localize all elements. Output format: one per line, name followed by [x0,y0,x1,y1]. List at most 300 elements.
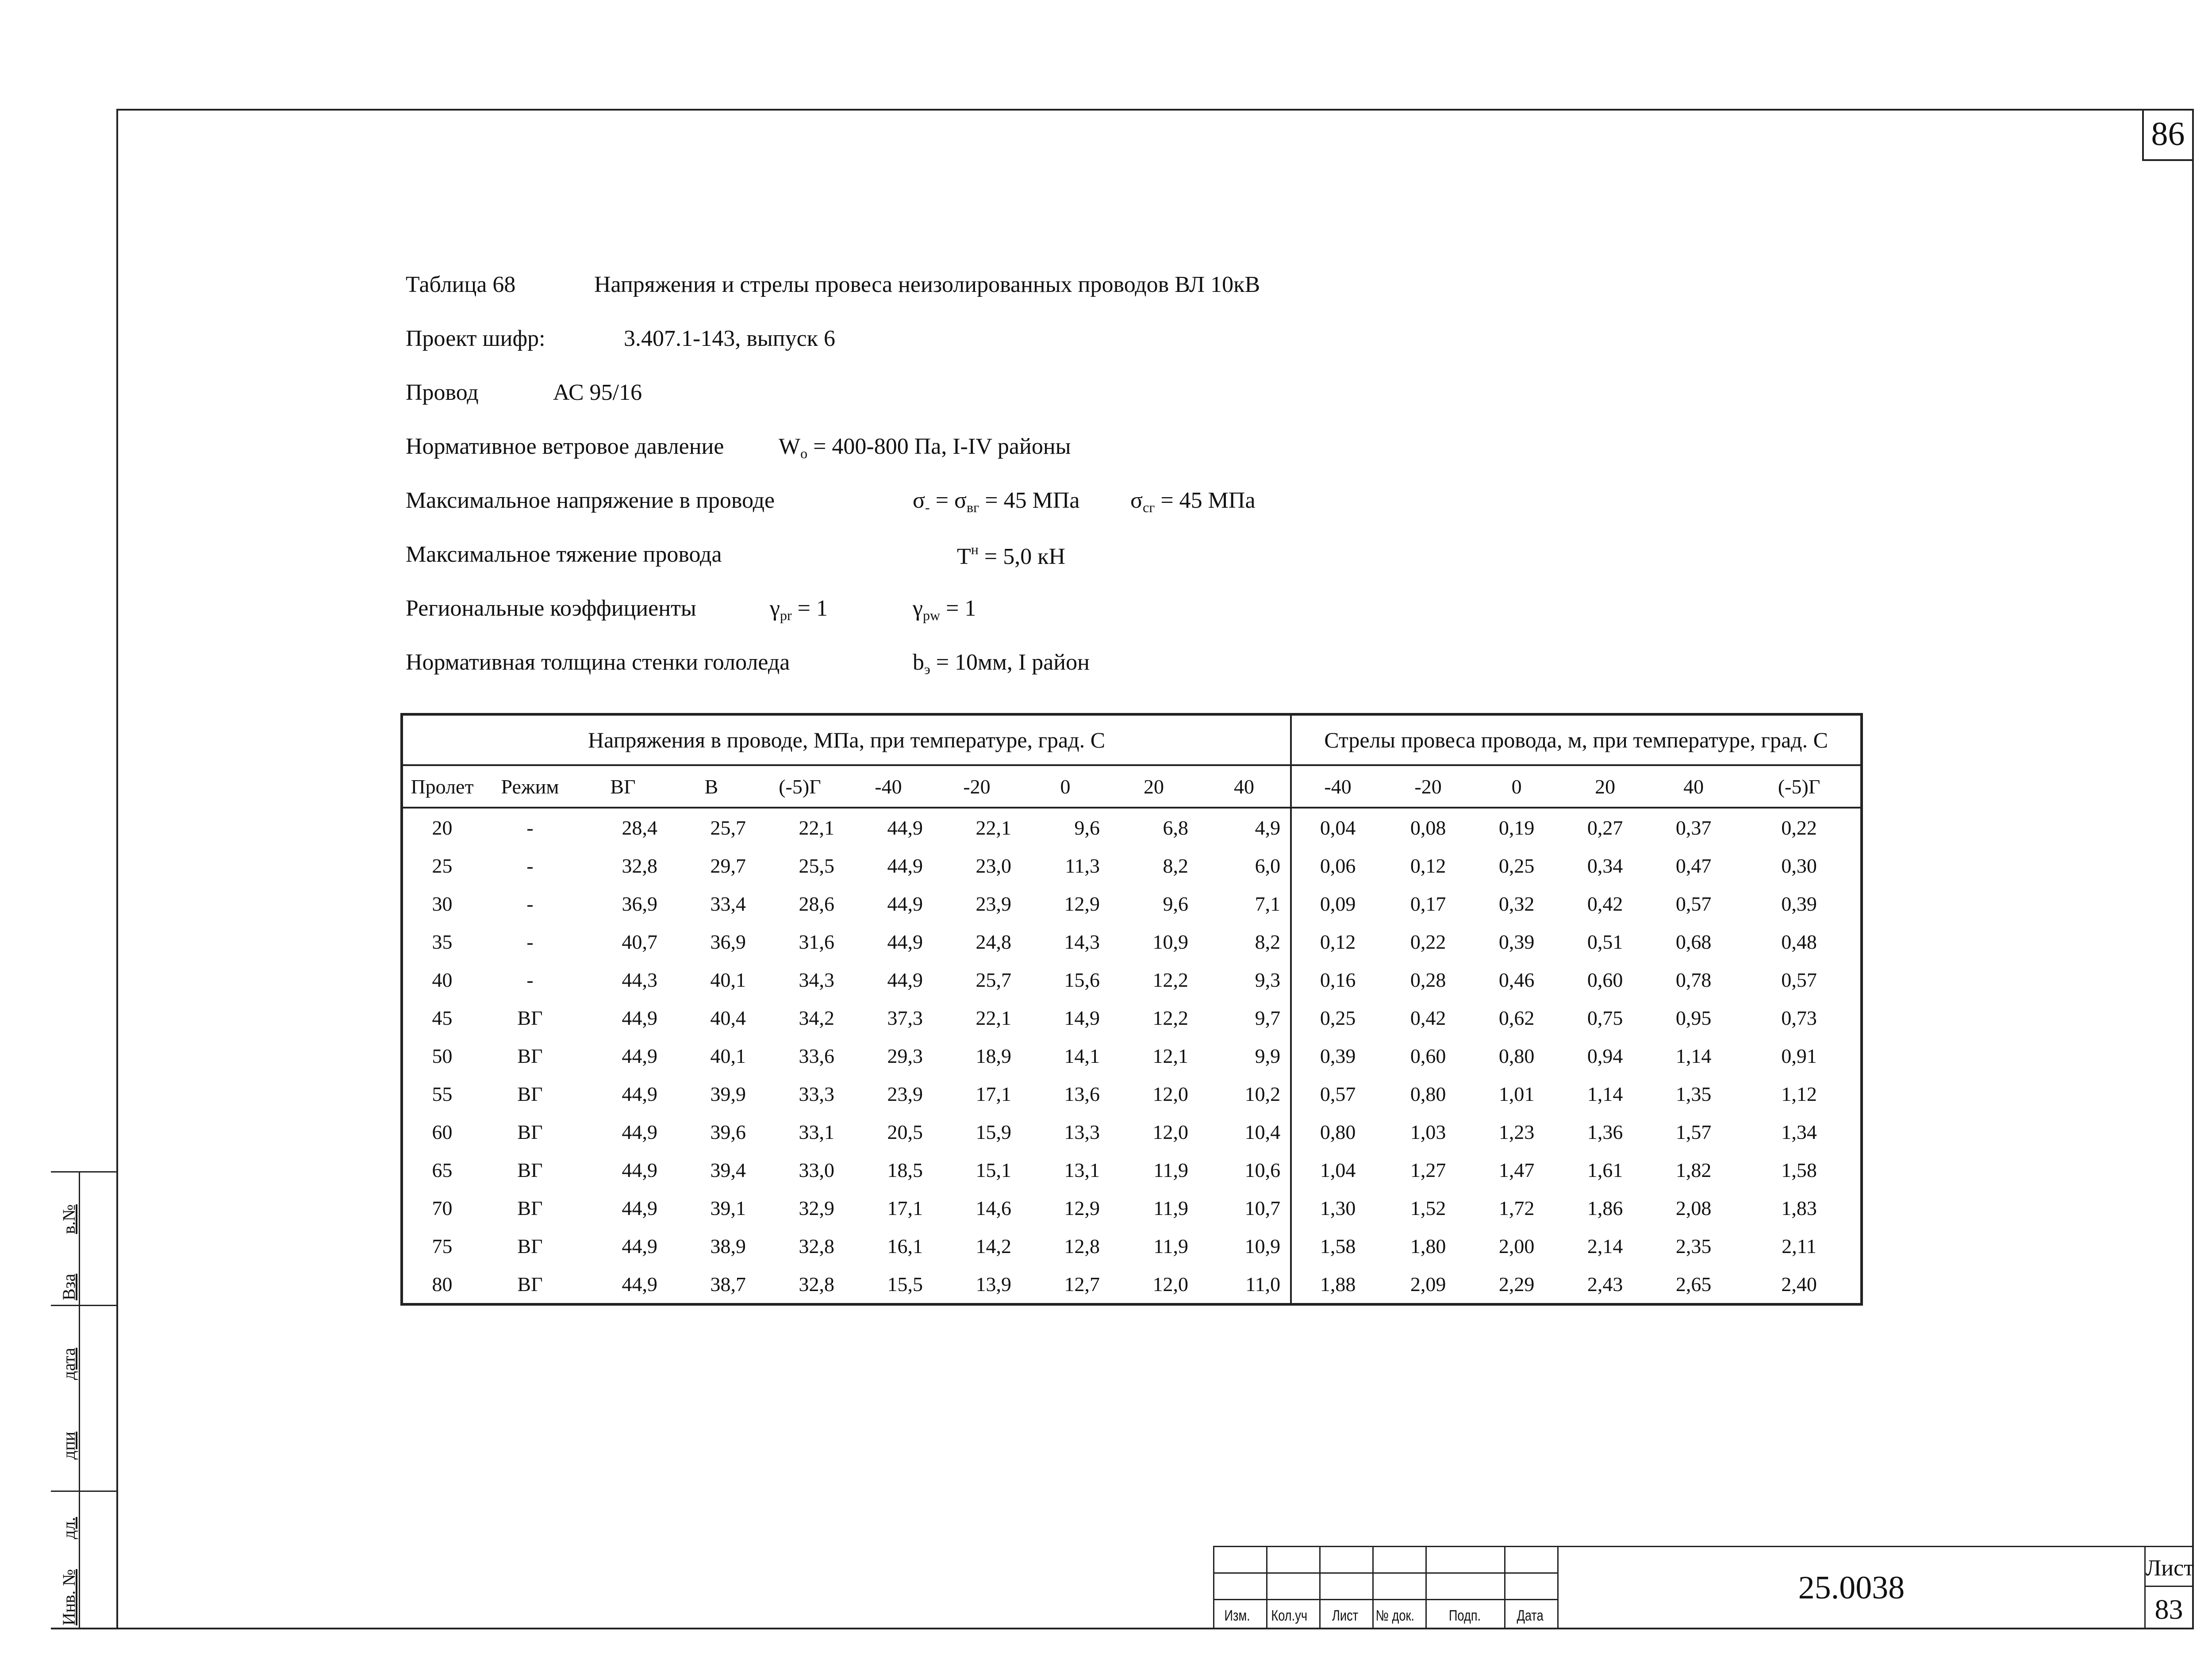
table-cell: 1,14 [1675,1044,1712,1067]
stamp-date: дата [59,1348,79,1380]
table-cell: 34,2 [799,1006,834,1029]
table-cell: - [526,968,534,991]
table-cell: 29,7 [710,854,746,877]
table-cell: 0,39 [1320,1044,1356,1067]
table-cell: 10,9 [1198,1227,1291,1265]
table-row [402,999,1862,1037]
tb-izm-cell [1213,1599,1266,1629]
project-value: 3.407.1-143, выпуск 6 [624,326,835,351]
table-cell: 0,42 [1410,1006,1446,1029]
stamp-divider [51,1305,116,1306]
table-cell: 23,0 [975,854,1011,877]
table-cell: 40 [432,968,453,991]
table-cell: 22,1 [975,1006,1011,1029]
table-row [402,1037,1862,1075]
table-cell: 0,08 [1410,816,1446,839]
table-cell: 2,09 [1410,1272,1446,1295]
table-label: Таблица 68 [406,272,516,297]
stress-sg-value: $\sigma_{сг} = 45$ МПа [1130,488,1256,515]
tb-list-label: Лист [1332,1607,1359,1624]
tb-grid-cell [1266,1572,1319,1599]
table-cell: 2,29 [1498,1272,1535,1295]
table-cell: 0,95 [1675,1006,1712,1029]
table-cell: 0,60 [1587,968,1623,991]
tb-koluch-label: Кол.уч [1271,1607,1307,1624]
group-header-stress: Напряжения в проводе, МПа, при температуре, град. С [402,714,1291,765]
table-cell: 1,83 [1781,1196,1817,1219]
title-block [1213,1546,2192,1629]
table-cell: 38,9 [710,1234,746,1257]
table-cell: 22,1 [975,816,1011,839]
table-cell: 50 [432,1044,453,1067]
col-header: 40 [1649,765,1738,808]
table-cell: 0,68 [1675,930,1712,953]
tb-izm-label: Изм. [1224,1607,1250,1624]
table-cell: 0,75 [1587,1006,1623,1029]
stamp-podl: дл. [59,1517,79,1539]
col-header: 40 [1198,765,1291,808]
table-cell: 33,6 [799,1044,834,1067]
table-cell: 24,8 [975,930,1011,953]
table-cell: 4,9 [1198,808,1291,847]
table-cell: 2,35 [1675,1234,1712,1257]
table-cell: 8,2 [1163,854,1188,877]
stamp-vzam: Вза [59,1273,79,1300]
table-cell: 0,16 [1320,968,1356,991]
table-cell: 0,48 [1781,930,1817,953]
table-cell: 12,9 [1064,1196,1100,1219]
table-cell: 39,1 [710,1196,746,1219]
table-cell: 0,57 [1781,968,1817,991]
table-cell: 44,9 [622,1120,657,1143]
table-cell: 18,9 [975,1044,1011,1067]
col-header: -40 [1291,765,1384,808]
wind-label: Нормативное ветровое давление [406,434,724,459]
table-cell: 55 [432,1082,453,1105]
table-cell: 12,7 [1064,1272,1100,1295]
stress-sag-table [400,713,1863,1306]
tb-grid-cell [1319,1546,1372,1572]
table-cell: 1,58 [1781,1158,1817,1181]
ice-value: $b_э = 10мм$, I район [913,650,1090,677]
table-cell: 23,9 [975,892,1011,915]
tb-koluch-cell [1266,1599,1319,1629]
table-cell: 25,7 [710,816,746,839]
table-cell: 1,35 [1675,1082,1712,1105]
table-cell: 12,0 [1152,1082,1188,1105]
table-cell: 0,34 [1587,854,1623,877]
table-cell: 16,1 [887,1234,923,1257]
coef-pw-value: $\gamma_{pw} = 1$ [913,596,976,623]
tb-grid-cell [1266,1546,1319,1572]
table-cell: ВГ [517,1044,543,1067]
col-header: -20 [933,765,1021,808]
table-cell: 0,39 [1781,892,1817,915]
table-cell: 10,4 [1198,1113,1291,1151]
table-cell: 25,5 [799,854,834,877]
table-cell: 44,9 [887,816,923,839]
table-cell: 0,12 [1320,930,1356,953]
table-cell: 0,30 [1781,854,1817,877]
table-cell: 44,3 [622,968,657,991]
table-cell: 1,86 [1587,1196,1623,1219]
table-cell: 0,46 [1498,968,1535,991]
stamp-divider [51,1171,116,1173]
group-header-sag: Стрелы провеса провода, м, при температуре, град. С [1291,714,1862,765]
frame-top-border [116,109,2194,111]
table-cell: 44,9 [622,1272,657,1295]
stamp-sign: дпи [59,1431,79,1460]
table-cell: ВГ [517,1196,543,1219]
tension-value: $T^н = 5,0$ кН [957,541,1066,569]
frame-right-border [2192,109,2194,1629]
table-cell: 2,43 [1587,1272,1623,1295]
table-cell: 8,2 [1198,923,1291,961]
table-cell: 0,73 [1781,1006,1817,1029]
col-header: Режим [481,765,579,808]
col-header: 20 [1110,765,1198,808]
table-cell: 0,09 [1320,892,1356,915]
table-cell: 0,42 [1587,892,1623,915]
table-cell: 2,14 [1587,1234,1623,1257]
table-cell: 33,1 [799,1120,834,1143]
stress-value-line: $\sigma_- = \sigma_{вг} = 45$ МПа [913,488,1080,515]
table-cell: 1,23 [1498,1120,1535,1143]
table-cell: 13,6 [1064,1082,1100,1105]
table-cell: 12,2 [1152,1006,1188,1029]
table-cell: 44,9 [887,930,923,953]
table-cell: 14,3 [1064,930,1100,953]
table-cell: 1,01 [1498,1082,1535,1105]
table-cell: ВГ [517,1120,543,1143]
table-cell: 0,28 [1410,968,1446,991]
table-cell: 1,61 [1587,1158,1623,1181]
table-cell: ВГ [517,1158,543,1181]
table-cell: 6,0 [1198,847,1291,885]
coef-pr-value: $\gamma_{pr} = 1$ [770,596,828,623]
table-cell: 1,58 [1320,1234,1356,1257]
table-cell: 0,80 [1320,1120,1356,1143]
tb-grid-cell [1213,1572,1266,1599]
page-number: 86 [2142,109,2192,161]
table-row [402,1151,1862,1189]
table-cell: 38,7 [710,1272,746,1295]
table-cell: 44,9 [887,854,923,877]
table-row [402,1265,1862,1304]
table-cell: 14,1 [1064,1044,1100,1067]
table-cell: 0,12 [1410,854,1446,877]
table-cell: 15,9 [975,1120,1011,1143]
table-cell: 0,78 [1675,968,1712,991]
table-cell: 0,19 [1498,816,1535,839]
table-title: Напряжения и стрелы провеса неизолированных проводов ВЛ 10кВ [594,272,1260,297]
table-cell: 44,9 [887,892,923,915]
table-cell: 1,36 [1587,1120,1623,1143]
table-cell: 44,9 [622,1082,657,1105]
table-cell: 10,2 [1198,1075,1291,1113]
table-cell: 14,6 [975,1196,1011,1219]
table-cell: 9,7 [1198,999,1291,1037]
table-cell: 20 [432,816,453,839]
table-cell: 1,57 [1675,1120,1712,1143]
tb-podp-cell [1425,1599,1504,1629]
table-cell: 1,72 [1498,1196,1535,1219]
table-cell: 2,11 [1782,1234,1816,1257]
stress-label: Максимальное напряжение в проводе [406,488,775,513]
table-cell: 44,9 [622,1196,657,1219]
table-cell: 1,52 [1410,1196,1446,1219]
table-cell: 28,4 [622,816,657,839]
wire-value: АС 95/16 [553,380,642,405]
stamp-vzam-inv: в.№ [59,1204,79,1234]
table-cell: 1,88 [1320,1272,1356,1295]
table-cell: 75 [432,1234,453,1257]
table-cell: 12,8 [1064,1234,1100,1257]
table-cell: 0,17 [1410,892,1446,915]
table-cell: 34,3 [799,968,834,991]
tb-ndok-label: № док. [1375,1607,1414,1624]
table-cell: 80 [432,1272,453,1295]
col-header: Пролет [402,765,481,808]
stamp-divider [51,1491,116,1492]
sheet-number: 83 [2154,1594,2183,1625]
table-cell: 1,03 [1410,1120,1446,1143]
tb-grid-cell [1372,1572,1425,1599]
table-cell: 31,6 [799,930,834,953]
table-row [402,808,1862,847]
doc-code: 25.0038 [1798,1570,1905,1606]
table-cell: 0,57 [1675,892,1712,915]
tb-grid-cell [1425,1546,1504,1572]
col-header: (-5)Г [756,765,844,808]
table-cell: 0,57 [1320,1082,1356,1105]
tb-grid-cell [1319,1572,1372,1599]
table-cell: 2,00 [1498,1234,1535,1257]
wind-value-line: $W_o = 400-800$ Па, I-IV районы [779,434,1071,461]
table-cell: 37,3 [887,1006,923,1029]
tb-grid-cell [1504,1546,1557,1572]
table-cell: 39,4 [710,1158,746,1181]
stamp-divider [79,1171,80,1629]
table-group-header-row [402,714,1862,765]
table-cell: 1,04 [1320,1158,1356,1181]
table-cell: 2,08 [1675,1196,1712,1219]
col-header: 0 [1472,765,1561,808]
table-cell: 12,1 [1152,1044,1188,1067]
table-cell: 14,2 [975,1234,1011,1257]
sheet-label: Лист [2146,1556,2194,1581]
table-cell: 13,9 [975,1272,1011,1295]
table-cell: 15,6 [1064,968,1100,991]
table-row [402,1113,1862,1151]
table-cell: 17,1 [887,1196,923,1219]
table-cell: 10,9 [1152,930,1188,953]
table-row [402,1227,1862,1265]
table-cell: 0,91 [1781,1044,1817,1067]
table-cell: 1,47 [1498,1158,1535,1181]
table-row [402,1189,1862,1227]
table-cell: 12,2 [1152,968,1188,991]
table-cell: 70 [432,1196,453,1219]
table-body [402,808,1862,1304]
table-cell: 0,22 [1410,930,1446,953]
table-cell: 15,5 [887,1272,923,1295]
table-cell: 39,9 [710,1082,746,1105]
col-header: 0 [1021,765,1110,808]
tb-data-label: Дата [1517,1607,1544,1624]
table-cell: - [526,930,534,953]
col-header: -20 [1384,765,1472,808]
table-cell: 0,80 [1410,1082,1446,1105]
tb-grid-cell [1213,1546,1266,1572]
table-cell: 0,60 [1410,1044,1446,1067]
tb-sheet-number-cell [2144,1586,2192,1629]
table-cell: 15,1 [975,1158,1011,1181]
table-cell: 0,27 [1587,816,1623,839]
table-cell: 0,51 [1587,930,1623,953]
table-row [402,923,1862,961]
table-cell: 0,80 [1498,1044,1535,1067]
table-cell: 12,9 [1064,892,1100,915]
table-cell: 40,4 [710,1006,746,1029]
table-cell: 44,9 [622,1044,657,1067]
table-cell: 32,8 [799,1234,834,1257]
table-cell: 23,9 [887,1082,923,1105]
table-cell: 0,22 [1781,816,1817,839]
tb-grid-cell [1372,1546,1425,1572]
table-cell: 33,3 [799,1082,834,1105]
table-cell: 0,06 [1320,854,1356,877]
table-cell: 11,0 [1198,1265,1291,1304]
table-column-header-row [402,765,1862,808]
tb-grid-cell [1425,1572,1504,1599]
table-cell: 13,3 [1064,1120,1100,1143]
table-cell: 2,40 [1781,1272,1817,1295]
wire-label: Провод [406,380,479,405]
table-cell: 0,25 [1498,854,1535,877]
table-cell: 25,7 [975,968,1011,991]
table-cell: 9,6 [1074,816,1100,839]
table-cell: 11,9 [1153,1196,1188,1219]
col-header: ВГ [579,765,667,808]
col-header: 20 [1561,765,1649,808]
table-cell: ВГ [517,1082,543,1105]
table-cell: 6,8 [1163,816,1188,839]
tb-podp-label: Подп. [1448,1607,1481,1624]
table-cell: 1,82 [1675,1158,1712,1181]
table-cell: 45 [432,1006,453,1029]
table-cell: 44,9 [887,968,923,991]
table-cell: 1,30 [1320,1196,1356,1219]
table-cell: 40,1 [710,1044,746,1067]
table-cell: 0,25 [1320,1006,1356,1029]
table-cell: 9,6 [1163,892,1188,915]
table-cell: 0,62 [1498,1006,1535,1029]
table-cell: 7,1 [1198,885,1291,923]
table-cell: 10,7 [1198,1189,1291,1227]
table-row [402,885,1862,923]
table-cell: 1,14 [1587,1082,1623,1105]
tb-data-cell [1504,1599,1557,1629]
table-cell: 11,9 [1153,1234,1188,1257]
table-row [402,847,1862,885]
table-cell: 40,7 [622,930,657,953]
table-row [402,961,1862,999]
table-cell: 39,6 [710,1120,746,1143]
coef-label: Региональные коэффициенты [406,596,696,621]
col-header: (-5)Г [1738,765,1862,808]
tb-grid-cell [1504,1572,1557,1599]
table-cell: - [526,854,534,877]
table-cell: 35 [432,930,453,953]
table-cell: 0,04 [1320,816,1356,839]
table-cell: 0,37 [1675,816,1712,839]
table-cell: 9,3 [1198,961,1291,999]
table-cell: 11,9 [1153,1158,1188,1181]
table-cell: 9,9 [1198,1037,1291,1075]
tb-ndok-cell [1372,1599,1425,1629]
table-cell: 44,9 [622,1006,657,1029]
table-cell: 0,47 [1675,854,1712,877]
table-cell: 20,5 [887,1120,923,1143]
table-cell: ВГ [517,1234,543,1257]
table-cell: - [526,892,534,915]
col-header: В [667,765,756,808]
table-cell: 29,3 [887,1044,923,1067]
table-cell: 44,9 [622,1234,657,1257]
table-cell: - [526,816,534,839]
table-cell: 12,0 [1152,1272,1188,1295]
table-cell: 12,0 [1152,1120,1188,1143]
table-cell: 13,1 [1064,1158,1100,1181]
table-cell: 33,4 [710,892,746,915]
table-cell: 14,9 [1064,1006,1100,1029]
table-cell: 0,94 [1587,1044,1623,1067]
table-cell: 44,9 [622,1158,657,1181]
table-cell: 1,12 [1781,1082,1817,1105]
table-cell: 2,65 [1675,1272,1712,1295]
table-cell: 36,9 [710,930,746,953]
tb-doc-code-cell [1557,1546,2144,1629]
tension-label: Максимальное тяжение провода [406,542,722,567]
project-label: Проект шифр: [406,326,545,351]
table-cell: 32,8 [622,854,657,877]
table-row [402,1075,1862,1113]
table-cell: 11,3 [1065,854,1100,877]
table-cell: 30 [432,892,453,915]
tb-list-cell [1319,1599,1372,1629]
table-cell: ВГ [517,1272,543,1295]
stamp-inv: Инв. № [59,1569,79,1625]
table-cell: 65 [432,1158,453,1181]
table-cell: 32,8 [799,1272,834,1295]
tb-sheet-label-cell [2144,1546,2192,1586]
table-cell: 1,27 [1410,1158,1446,1181]
table-cell: 0,32 [1498,892,1535,915]
table-cell: 40,1 [710,968,746,991]
frame-left-border [116,109,118,1629]
table-cell: 25 [432,854,453,877]
table-cell: 33,0 [799,1158,834,1181]
table-cell: 10,6 [1198,1151,1291,1189]
table-cell: 18,5 [887,1158,923,1181]
table-cell: 36,9 [622,892,657,915]
table-cell: 1,34 [1781,1120,1817,1143]
table-cell: 17,1 [975,1082,1011,1105]
table-cell: 32,9 [799,1196,834,1219]
table-cell: 22,1 [799,816,834,839]
table-cell: 1,80 [1410,1234,1446,1257]
